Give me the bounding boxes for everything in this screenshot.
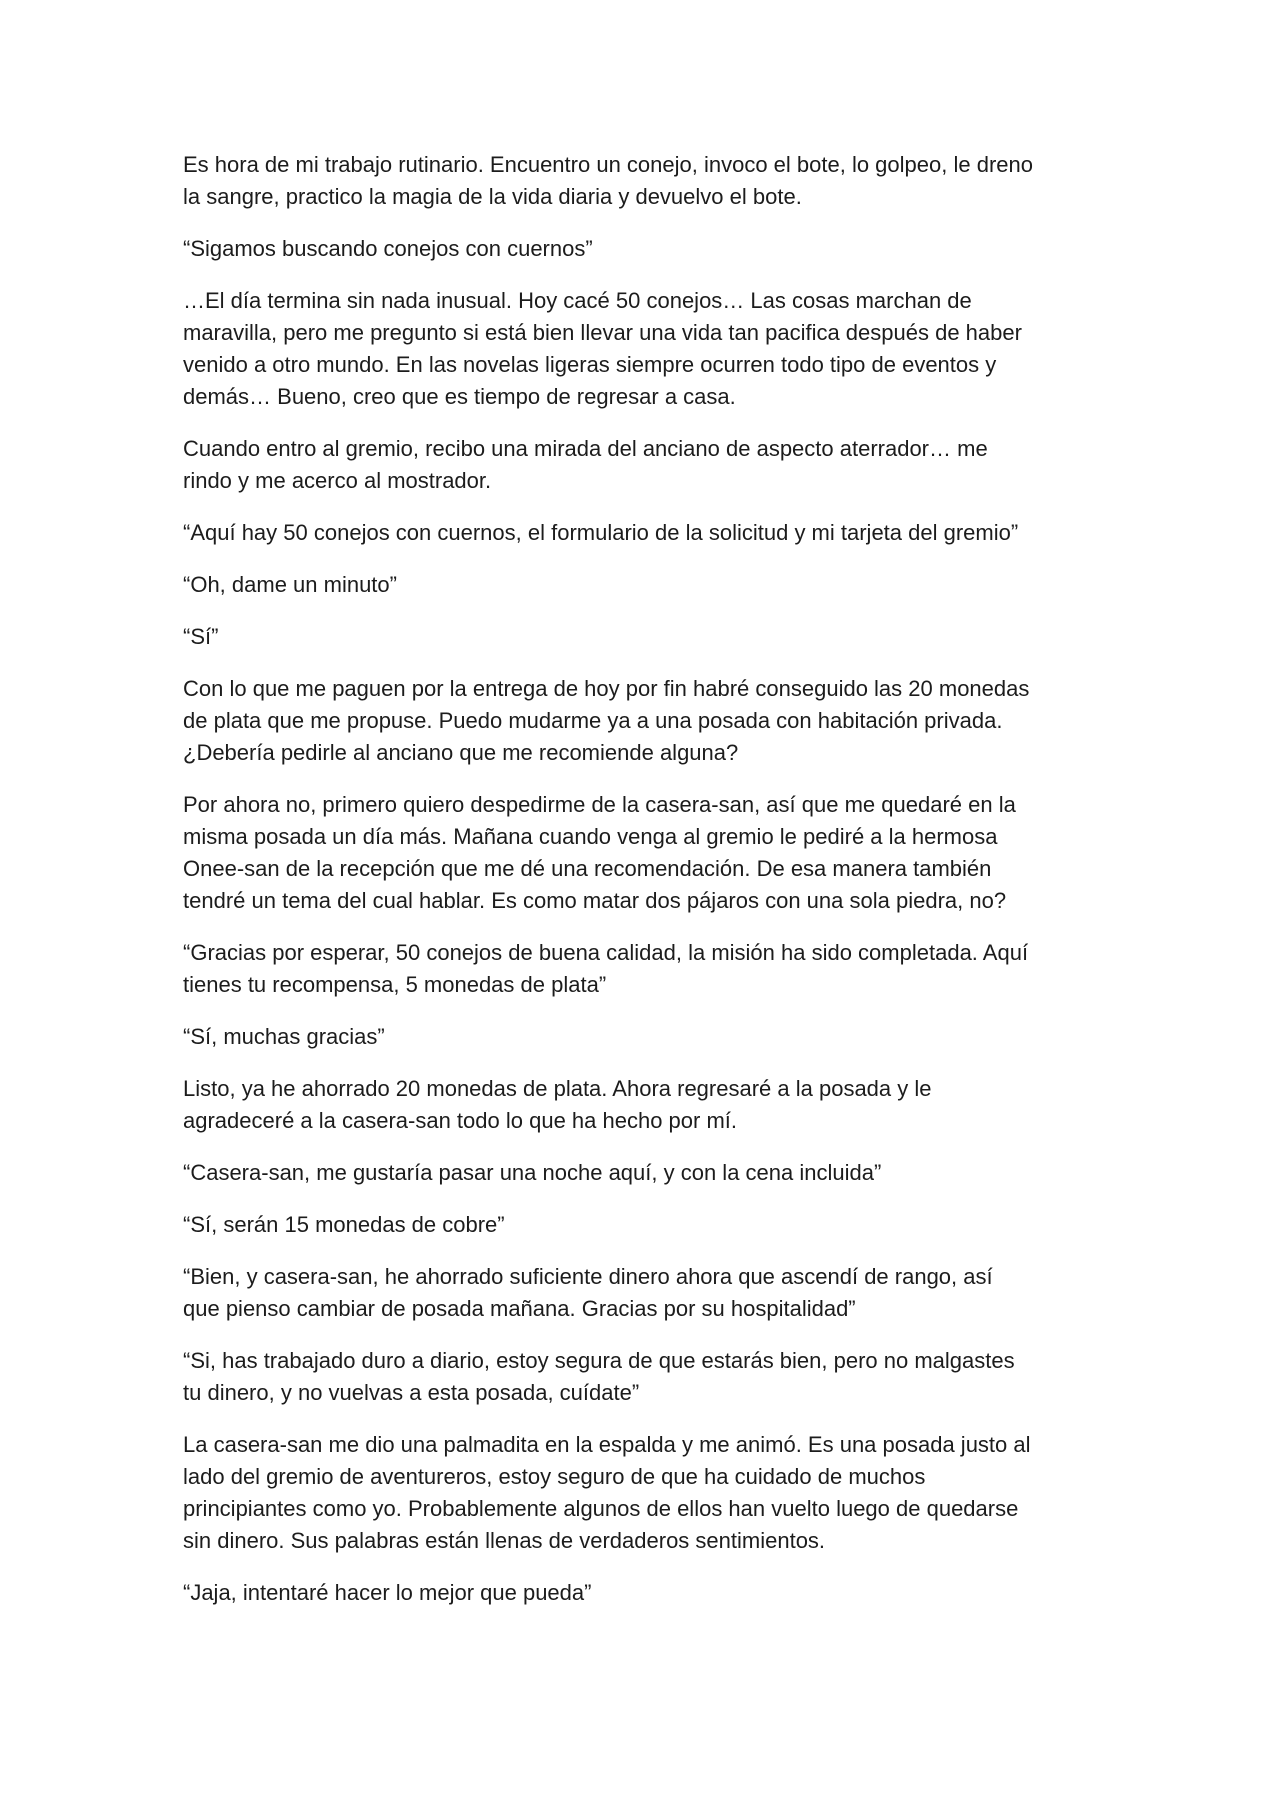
dialogue-paragraph	[183, 1157, 1103, 1189]
dialogue-paragraph	[183, 937, 1103, 1001]
text-line: tendré un tema del cual hablar. Es como matar dos pájaros con una sola piedra, no?	[183, 888, 1007, 913]
text-line: la sangre, practico la magia de la vida diaria y devuelvo el bote.	[183, 184, 802, 209]
text-line: que pienso cambiar de posada mañana. Gracias por su hospitalidad”	[183, 1296, 856, 1321]
text-line: tu dinero, y no vuelvas a esta posada, cuídate”	[183, 1380, 640, 1405]
text-line: agradeceré a la casera-san todo lo que ha hecho por mí.	[183, 1108, 738, 1133]
text-line: “Bien, y casera-san, he ahorrado suficiente dinero ahora que ascendí de rango, así	[183, 1264, 993, 1289]
text-line: “Aquí hay 50 conejos con cuernos, el formulario de la solicitud y mi tarjeta del gremio”	[183, 520, 1019, 545]
text-line: Es hora de mi trabajo rutinario. Encuentro un conejo, invoco el bote, lo golpeo, le dreno	[183, 152, 1033, 177]
dialogue-paragraph	[183, 1261, 1103, 1325]
text-line: lado del gremio de aventureros, estoy seguro de que ha cuidado de muchos	[183, 1464, 926, 1489]
text-line: sin dinero. Sus palabras están llenas de verdaderos sentimientos.	[183, 1528, 826, 1553]
dialogue-paragraph	[183, 517, 1103, 549]
text-line: “Sí”	[183, 624, 219, 649]
dialogue-paragraph	[183, 569, 1103, 601]
paragraph	[183, 433, 1103, 497]
text-line: “Casera-san, me gustaría pasar una noche aquí, y con la cena incluida”	[183, 1160, 882, 1185]
dialogue-paragraph	[183, 1577, 1103, 1609]
text-line: La casera-san me dio una palmadita en la espalda y me animó. Es una posada justo al	[183, 1432, 1031, 1457]
dialogue-paragraph	[183, 233, 1103, 265]
text-line: Con lo que me paguen por la entrega de hoy por fin habré conseguido las 20 monedas	[183, 676, 1030, 701]
dialogue-paragraph	[183, 1021, 1103, 1053]
paragraph	[183, 285, 1103, 413]
text-line: “Sí, serán 15 monedas de cobre”	[183, 1212, 505, 1237]
text-line: principiantes como yo. Probablemente algunos de ellos han vuelto luego de quedarse	[183, 1496, 1019, 1521]
dialogue-paragraph	[183, 1345, 1103, 1409]
paragraph	[183, 673, 1103, 769]
paragraph	[183, 1073, 1103, 1137]
paragraph	[183, 1429, 1103, 1557]
dialogue-paragraph	[183, 621, 1103, 653]
text-line: Cuando entro al gremio, recibo una mirada del anciano de aspecto aterrador… me	[183, 436, 988, 461]
text-line: Listo, ya he ahorrado 20 monedas de plata. Ahora regresaré a la posada y le	[183, 1076, 932, 1101]
text-line: “Gracias por esperar, 50 conejos de buena calidad, la misión ha sido completada. Aquí	[183, 940, 1029, 965]
dialogue-paragraph	[183, 1209, 1103, 1241]
text-line: maravilla, pero me pregunto si está bien llevar una vida tan pacifica después de haber	[183, 320, 1022, 345]
text-line: “Sigamos buscando conejos con cuernos”	[183, 236, 593, 261]
text-line: misma posada un día más. Mañana cuando venga al gremio le pediré a la hermosa	[183, 824, 998, 849]
paragraph	[183, 789, 1103, 917]
text-line: “Sí, muchas gracias”	[183, 1024, 385, 1049]
text-line: venido a otro mundo. En las novelas ligeras siempre ocurren todo tipo de eventos y	[183, 352, 997, 377]
text-line: “Si, has trabajado duro a diario, estoy segura de que estarás bien, pero no malgastes	[183, 1348, 1015, 1373]
text-line: …El día termina sin nada inusual. Hoy cacé 50 conejos… Las cosas marchan de	[183, 288, 972, 313]
text-line: ¿Debería pedirle al anciano que me recomiende alguna?	[183, 740, 739, 765]
paragraph	[183, 149, 1103, 213]
text-line: Por ahora no, primero quiero despedirme de la casera-san, así que me quedaré en la	[183, 792, 1016, 817]
document-page	[183, 149, 1103, 1629]
text-line: rindo y me acerco al mostrador.	[183, 468, 492, 493]
text-line: tienes tu recompensa, 5 monedas de plata”	[183, 972, 607, 997]
text-line: “Oh, dame un minuto”	[183, 572, 397, 597]
text-line: Onee-san de la recepción que me dé una recomendación. De esa manera también	[183, 856, 992, 881]
text-line: de plata que me propuse. Puedo mudarme ya a una posada con habitación privada.	[183, 708, 1003, 733]
text-line: “Jaja, intentaré hacer lo mejor que pueda”	[183, 1580, 592, 1605]
text-line: demás… Bueno, creo que es tiempo de regresar a casa.	[183, 384, 736, 409]
